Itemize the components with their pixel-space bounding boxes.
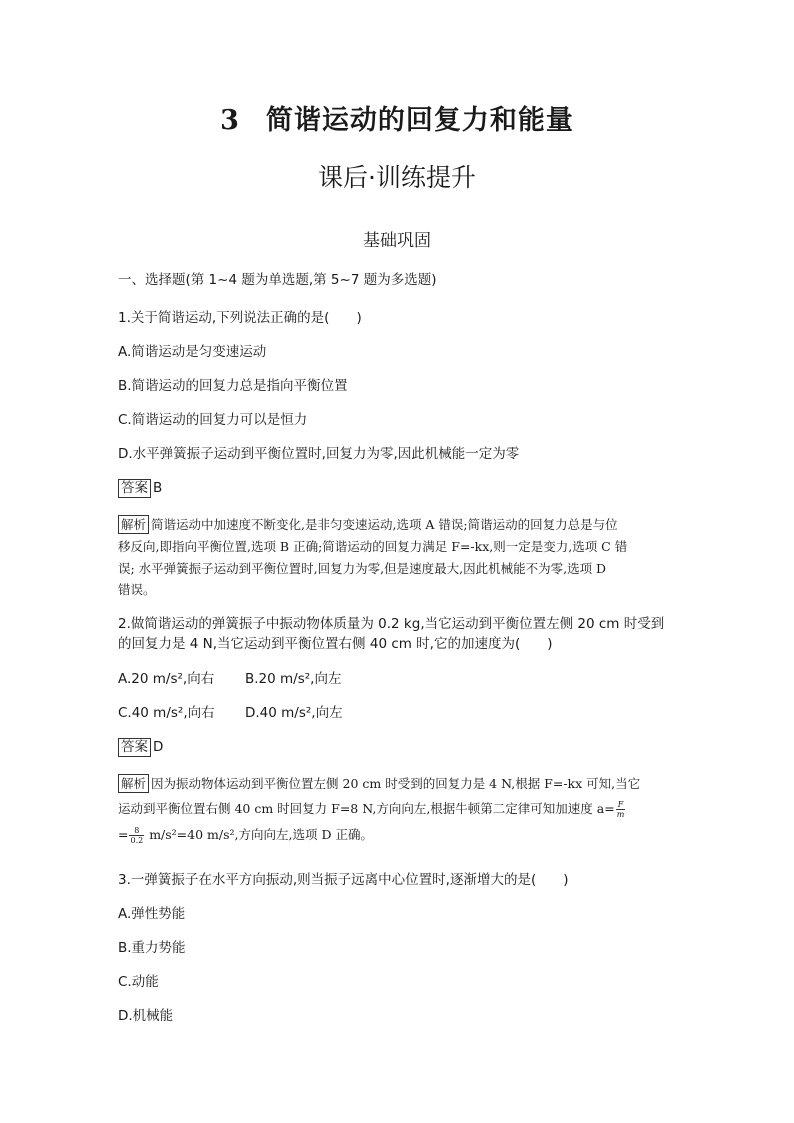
question-1-option-d: D.水平弹簧振子运动到平衡位置时,回复力为零,因此机械能一定为零: [118, 446, 520, 462]
question-2-analysis-line-2: [118, 800, 626, 819]
fraction-f-over-m: [616, 800, 626, 819]
equals-sign: =: [118, 827, 129, 842]
lesson-title: [0, 98, 794, 137]
analysis-tag: 解析: [118, 515, 149, 534]
question-3-option-a: A.弹性势能: [118, 906, 186, 922]
question-3-option-b: B.重力势能: [118, 940, 186, 956]
question-2-option-c: C.40 m/s²,向右: [118, 705, 215, 721]
question-2-stem-line-2: 的回复力是 4 N,当它运动到平衡位置右侧 40 cm 时,它的加速度为( ): [118, 636, 553, 652]
answer-tag: 答案: [118, 479, 151, 498]
fraction-numerator: 8: [129, 826, 144, 836]
question-2-stem-line-1: 2.做简谐运动的弹簧振子中振动物体质量为 0.2 kg,当它运动到平衡位置左侧 20 cm 时受到: [118, 616, 665, 632]
question-1-option-c: C.简谐运动的回复力可以是恒力: [118, 412, 308, 428]
analysis-text: m/s²=40 m/s²,方向向左,选项 D 正确。: [145, 827, 373, 842]
question-2-option-b: B.20 m/s²,向左: [245, 671, 342, 687]
question-1-analysis-line-1: [118, 515, 618, 534]
question-2-option-d: D.40 m/s²,向左: [245, 705, 343, 721]
question-3-stem: 3.一弹簧振子在水平方向振动,则当振子远离中心位置时,逐渐增大的是( ): [118, 872, 569, 888]
question-1-analysis-line-4: 错误。: [118, 582, 156, 597]
analysis-text: 因为振动物体运动到平衡位置左侧 20 cm 时受到的回复力是 4 N,根据 F=-kx 可知,当它: [151, 776, 641, 791]
question-1-option-a: A.简谐运动是匀变速运动: [118, 344, 267, 360]
question-2-analysis-line-3: [118, 826, 373, 845]
lesson-title-text: 简谐运动的回复力和能量: [265, 105, 574, 136]
question-2-answer: [118, 738, 163, 757]
analysis-text: 简谐运动中加速度不断变化,是非匀变速运动,选项 A 错误;简谐运动的回复力总是与位: [151, 517, 618, 532]
fraction-denominator: 0.2: [130, 836, 144, 845]
question-1-answer: [118, 479, 162, 498]
fraction-denominator: m: [616, 810, 625, 819]
question-2-analysis-line-1: [118, 774, 640, 793]
fraction-8-over-0.2: [129, 826, 144, 845]
fraction-numerator: F: [616, 800, 626, 810]
question-1-analysis-line-2: 移反向,即指向平衡位置,选项 B 正确;简谐运动的回复力满足 F=-kx,则一定是变力,选项 C 错: [118, 539, 628, 554]
question-3-option-c: C.动能: [118, 974, 159, 990]
question-1-analysis-line-3: 误; 水平弹簧振子运动到平衡位置时,回复力为零,但是速度最大,因此机械能不为零,选项 D: [118, 561, 607, 576]
question-1-stem: 1.关于简谐运动,下列说法正确的是( ): [118, 310, 362, 326]
lesson-number: 3: [220, 105, 240, 136]
section-heading: 基础巩固: [363, 231, 431, 251]
question-3-option-d: D.机械能: [118, 1008, 174, 1024]
answer-value: B: [153, 480, 163, 496]
part-heading: 一、选择题(第 1~4 题为单选题,第 5~7 题为多选题): [118, 272, 437, 288]
page-subtitle: 课后·训练提升: [318, 163, 476, 192]
answer-tag: 答案: [118, 738, 151, 757]
analysis-tag: 解析: [118, 774, 149, 793]
question-1-option-b: B.简谐运动的回复力总是指向平衡位置: [118, 378, 348, 394]
analysis-text: 运动到平衡位置右侧 40 cm 时回复力 F=8 N,方向向左,根据牛顿第二定律可知加速度 a=: [118, 801, 615, 816]
question-2-option-a: A.20 m/s²,向右: [118, 671, 215, 687]
answer-value: D: [153, 739, 164, 755]
